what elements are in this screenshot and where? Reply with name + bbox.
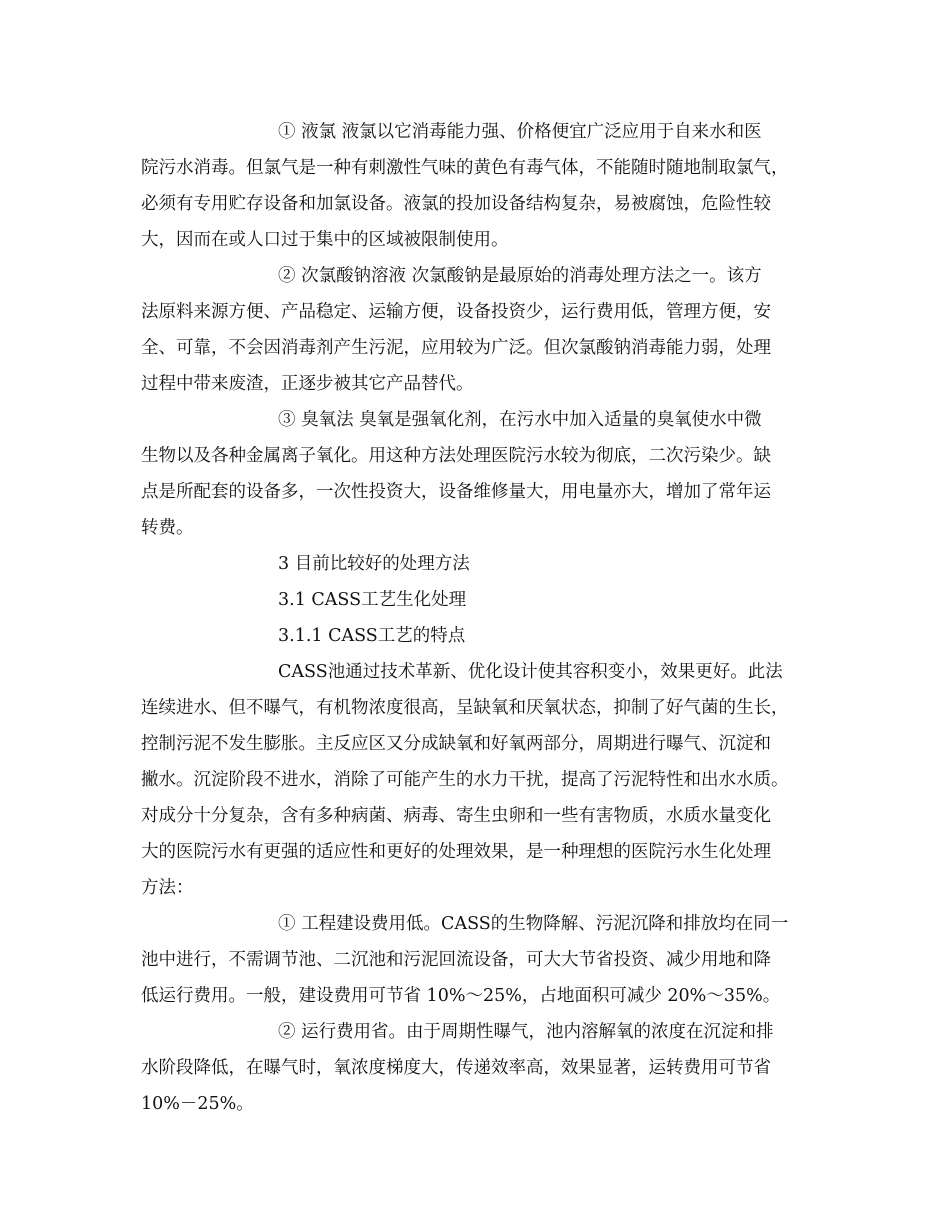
- text-line: 控制污泥不发生膨胀。主反应区又分成缺氧和好氧两部分，周期进行曝气、沉淀和: [141, 734, 771, 754]
- text-line: 水阶段降低，在曝气时，氧浓度梯度大，传递效率高，效果显著，运转费用可节省: [141, 1058, 771, 1078]
- subsection-heading: 3.1 CASS工艺生化处理: [278, 590, 467, 610]
- text-line: 撇水。沉淀阶段不进水，消除了可能产生的水力干扰，提高了污泥特性和出水水质。: [141, 770, 789, 790]
- text-line: 法原料来源方便、产品稳定、运输方便，设备投资少，运行费用低，管理方便，安: [141, 302, 771, 322]
- text-line: 低运行费用。一般，建设费用可节省 10%～25%，占地面积可减少 20%～35%。: [141, 986, 781, 1006]
- text-line: 方法：: [141, 878, 194, 898]
- text-line: 池中进行，不需调节池、二沉池和污泥回流设备，可大大节省投资、减少用地和降: [141, 950, 771, 970]
- text-line: 必须有专用贮存设备和加氯设备。液氯的投加设备结构复杂，易被腐蚀，危险性较: [141, 194, 771, 214]
- text-line: 大，因而在或人口过于集中的区域被限制使用。: [141, 230, 509, 250]
- text-line: 全、可靠，不会因消毒剂产生污泥，应用较为广泛。但次氯酸钠消毒能力弱，处理: [141, 338, 771, 358]
- text-line: 过程中带来废渣，正逐步被其它产品替代。: [141, 374, 474, 394]
- text-line: 大的医院污水有更强的适应性和更好的处理效果，是一种理想的医院污水生化处理: [141, 842, 771, 862]
- text-line: 院污水消毒。但氯气是一种有刺激性气味的黄色有毒气体，不能随时随地制取氯气，: [141, 158, 789, 178]
- text-line: ② 次氯酸钠溶液 次氯酸钠是最原始的消毒处理方法之一。该方: [278, 266, 762, 286]
- text-line: ① 工程建设费用低。CASS的生物降解、污泥沉降和排放均在同一: [278, 914, 789, 934]
- section-heading: 3 目前比较好的处理方法: [278, 554, 470, 574]
- text-line: 连续进水、但不曝气，有机物浓度很高，呈缺氧和厌氧状态，抑制了好气菌的生长，: [141, 698, 789, 718]
- text-line: 对成分十分复杂，含有多种病菌、病毒、寄生虫卵和一些有害物质，水质水量变化: [141, 806, 771, 826]
- text-line: 点是所配套的设备多，一次性投资大，设备维修量大，用电量亦大，增加了常年运: [141, 482, 771, 502]
- text-line: ② 运行费用省。由于周期性曝气，池内溶解氧的浓度在沉淀和排: [278, 1022, 774, 1042]
- text-line: CASS池通过技术革新、优化设计使其容积变小，效果更好。此法: [278, 662, 783, 682]
- text-line: ③ 臭氧法 臭氧是强氧化剂，在污水中加入适量的臭氧使水中微: [278, 410, 762, 430]
- text-line: 转费。: [141, 518, 194, 538]
- text-line: 10%－25%。: [141, 1094, 254, 1114]
- subsubsection-heading: 3.1.1 CASS工艺的特点: [278, 626, 466, 646]
- text-line: ① 液氯 液氯以它消毒能力强、价格便宜广泛应用于自来水和医: [278, 122, 762, 142]
- text-line: 生物以及各种金属离子氧化。用这种方法处理医院污水较为彻底，二次污染少。缺: [141, 446, 771, 466]
